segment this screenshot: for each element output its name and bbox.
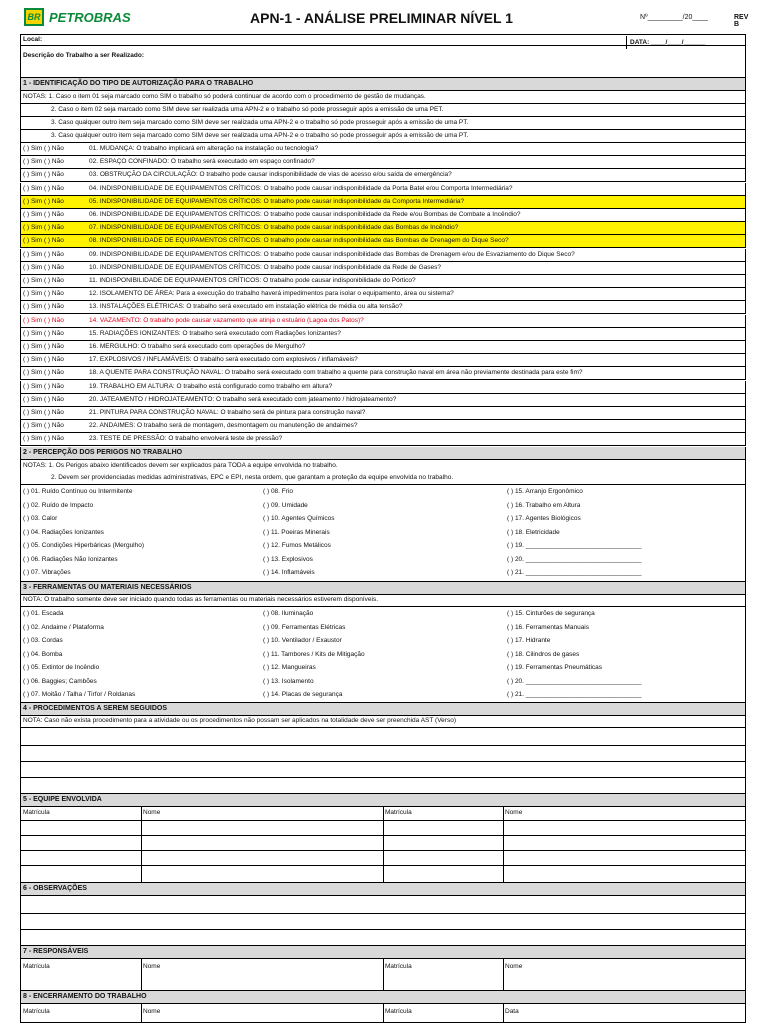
sim-nao-checkbox[interactable]: ( ) Sim ( ) Não	[23, 409, 64, 416]
authorization-item-text: 23. TESTE DE PRESSÃO: O trabalho envolverá teste de pressão?	[89, 435, 283, 443]
hazard-checkbox-item[interactable]: ( ) 16. Trabalho em Altura	[507, 501, 581, 509]
hazard-checkbox-item[interactable]: ( ) 12. Fumos Metálicos	[263, 542, 331, 549]
authorization-item-text: 02. ESPAÇO CONFINADO: O trabalho será executado em espaço confinado?	[89, 158, 315, 166]
authorization-item-19[interactable]	[20, 381, 746, 394]
sim-nao-checkbox[interactable]: ( ) Sim ( ) Não	[23, 250, 64, 258]
authorization-item-12[interactable]	[20, 288, 746, 301]
authorization-item-text: 17. EXPLOSIVOS / INFLAMÁVEIS: O trabalho será executado com explosivos / inflamáveis?	[89, 356, 358, 364]
date-field[interactable]: DATA: ____/____/______	[630, 39, 706, 46]
sim-nao-checkbox[interactable]: ( ) Sim ( ) Não	[23, 224, 64, 232]
observations-line-3[interactable]	[20, 930, 746, 946]
hazard-checkbox-item[interactable]: ( ) 03. Calor	[23, 515, 58, 522]
br-logo-icon: BR	[24, 8, 44, 26]
hazard-checkbox-item[interactable]: ( ) 09. Umidade	[263, 501, 308, 509]
authorization-item-15[interactable]	[20, 328, 746, 341]
tool-checkbox-item[interactable]: ( ) 05. Extintor de Incêndio	[23, 664, 100, 671]
authorization-item-3[interactable]	[20, 169, 746, 182]
descricao-row	[20, 46, 746, 78]
resp-header-matricula-2: Matrícula	[385, 963, 412, 970]
procedure-line-1[interactable]	[20, 728, 746, 746]
section-1-note-1: NOTAS: 1. Caso o item 01 seja marcado como SIM o trabalho só poderá continuar de acordo com o procedimento de gestão de mudanças.	[20, 91, 746, 104]
authorization-item-text: 18. A QUENTE PARA CONSTRUÇÃO NAVAL: O trabalho será executado com trabalho a quente para construção naval em área não previamente destinada para este fim?	[89, 369, 583, 377]
tool-checkbox-item[interactable]: ( ) 17. Hidrante	[507, 637, 551, 644]
authorization-item-10[interactable]	[20, 262, 746, 275]
sim-nao-checkbox[interactable]: ( ) Sim ( ) Não	[23, 369, 64, 377]
sim-nao-checkbox[interactable]: ( ) Sim ( ) Não	[23, 303, 64, 311]
section-1-note-2: 2. Caso o item 02 seja marcado como SIM deve ser realizada uma APN-2 e o trabalho só pode prosseguir após a emissão de uma PET.	[20, 104, 746, 117]
section-3-note-row	[20, 595, 746, 607]
logo-text: PETROBRAS	[49, 9, 131, 25]
authorization-item-text: 13. INSTALAÇÕES ELÉTRICAS: O trabalho será executado em instalação elétrica de média ou alta tensão?	[89, 303, 403, 311]
section-8-title: 8 - ENCERRAMENTO DO TRABALHO	[20, 991, 746, 1004]
tool-checkbox-item[interactable]: ( ) 07. Moitão / Talha / Tirfor / Roldanas	[23, 691, 136, 698]
authorization-item-text: 01. MUDANÇA: O trabalho implicará em alteração na instalação ou tecnologia?	[89, 145, 319, 152]
section-4-title: 4 - PROCEDIMENTOS A SEREM SEGUIDOS	[20, 703, 746, 716]
sim-nao-checkbox[interactable]: ( ) Sim ( ) Não	[23, 184, 64, 192]
sim-nao-checkbox[interactable]: ( ) Sim ( ) Não	[23, 395, 64, 403]
procedure-line-2[interactable]	[20, 746, 746, 762]
authorization-item-17[interactable]	[20, 354, 746, 367]
tool-checkbox-item[interactable]: ( ) 12. Mangueiras	[263, 664, 316, 671]
form-header	[20, 6, 749, 34]
authorization-item-5[interactable]	[20, 196, 746, 209]
section-2-title: 2 - PERCEPÇÃO DOS PERIGOS NO TRABALHO	[20, 447, 746, 460]
section-6-title: 6 - OBSERVAÇÕES	[20, 883, 746, 896]
tool-checkbox-item[interactable]: ( ) 09. Ferramentas Elétricas	[263, 623, 346, 631]
authorization-item-1[interactable]	[20, 143, 746, 156]
section-1-title: 1 - IDENTIFICAÇÃO DO TIPO DE AUTORIZAÇÃO PARA O TRABALHO	[20, 78, 746, 91]
form-revision: REV B	[734, 14, 749, 28]
sim-nao-checkbox[interactable]: ( ) Sim ( ) Não	[23, 158, 64, 166]
authorization-item-14[interactable]	[20, 315, 746, 328]
descricao-field[interactable]: Descrição do Trabalho a ser Realizado:	[23, 52, 145, 59]
authorization-item-text: 09. INDISPONIBILIDADE DE EQUIPAMENTOS CRÍTICOS: O trabalho pode causar indisponibilidade das Bombas de Drenagem e/ou de Esvaziamento do Dique Seco?	[89, 250, 575, 258]
hazard-checkbox-item[interactable]: ( ) 18. Eletricidade	[507, 528, 560, 536]
authorization-item-text: 21. PINTURA PARA CONSTRUÇÃO NAVAL: O trabalho será de pintura para construção naval?	[89, 409, 366, 416]
section-4-note-row	[20, 716, 746, 728]
team-table	[20, 807, 746, 883]
authorization-item-text: 12. ISOLAMENTO DE ÁREA: Para a execução do trabalho haverá impedimentos para isolar o equipamento, área ou sistema?	[89, 290, 454, 298]
team-header-nome-2: Nome	[505, 809, 523, 816]
authorization-item-20[interactable]	[20, 394, 746, 407]
tool-checkbox-item[interactable]: ( ) 02. Andaime / Plataforma	[23, 623, 104, 631]
petrobras-logo	[24, 8, 131, 26]
authorization-item-text: 10. INDISPONIBILIDADE DE EQUIPAMENTOS CRÍTICOS: O trabalho pode causar indisponibilidade da Rede de Gases?	[89, 263, 441, 271]
tool-checkbox-item[interactable]: ( ) 20. ________________________________	[507, 677, 642, 685]
observations-line-2[interactable]	[20, 914, 746, 930]
authorization-item-11[interactable]	[20, 275, 746, 288]
authorization-item-text: 04. INDISPONIBILIDADE DE EQUIPAMENTOS CRÍTICOS: O trabalho pode causar indisponibilidade da Porta Batel e/ou Comporta Intermediária?	[89, 184, 513, 192]
tool-checkbox-item[interactable]: ( ) 03. Cordas	[23, 637, 63, 644]
hazard-checkbox-item[interactable]: ( ) 11. Poeiras Minerais	[263, 528, 330, 536]
closure-header-nome-1: Nome	[143, 1008, 161, 1015]
closure-header-matricula-2: Matrícula	[385, 1008, 412, 1015]
tool-checkbox-item[interactable]: ( ) 14. Placas de segurança	[263, 691, 343, 698]
tool-checkbox-item[interactable]: ( ) 06. Baggies; Cambões	[23, 677, 97, 685]
tool-checkbox-item[interactable]: ( ) 15. Cinturões de segurança	[507, 610, 595, 617]
tool-checkbox-item[interactable]: ( ) 08. Iluminação	[263, 610, 314, 617]
authorization-item-23[interactable]	[20, 433, 746, 446]
hazard-checkbox-item[interactable]: ( ) 21. ________________________________	[507, 569, 642, 576]
tool-checkbox-item[interactable]: ( ) 01. Escada	[23, 610, 64, 617]
observations-line-1[interactable]	[20, 896, 746, 914]
tool-checkbox-item[interactable]: ( ) 18. Cilindros de gases	[507, 650, 580, 658]
authorization-item-text: 11. INDISPONIBILIDADE DE EQUIPAMENTOS CRÍTICOS: O trabalho pode causar indisponibilidade do Pórtico?	[89, 277, 416, 284]
team-header-matricula-1: Matrícula	[23, 809, 50, 816]
section-3-title: 3 - FERRAMENTAS OU MATERIAIS NECESSÁRIOS	[20, 582, 746, 595]
section-3-note: NOTA: O trabalho somente deve ser iniciado quando todas as ferramentas ou materiais necessários estiverem disponíveis.	[23, 596, 379, 603]
section-2-note-2: 2. Devem ser providenciadas medidas administrativas, EPC e EPI, nesta ordem, que garantam a proteção da equipe envolvida no trabalho.	[51, 474, 454, 481]
sim-nao-checkbox[interactable]: ( ) Sim ( ) Não	[23, 316, 64, 324]
resp-header-nome-2: Nome	[505, 963, 523, 970]
team-header-matricula-2: Matrícula	[385, 809, 412, 816]
hazard-checkbox-item[interactable]: ( ) 05. Condições Hiperbáricas (Mergulho)	[23, 542, 145, 549]
sim-nao-checkbox[interactable]: ( ) Sim ( ) Não	[23, 329, 64, 337]
tool-checkbox-item[interactable]: ( ) 13. Isolamento	[263, 677, 314, 685]
section-2-note-1: NOTAS: 1. Os Perigos abaixo identificados devem ser explicados para TODA a equipe envolvida no trabalho.	[23, 462, 338, 469]
authorization-item-text: 22. ANDAIMES: O trabalho será de montagem, desmontagem ou manutenção de andaimes?	[89, 422, 358, 430]
sim-nao-checkbox[interactable]: ( ) Sim ( ) Não	[23, 171, 64, 179]
authorization-item-22[interactable]	[20, 420, 746, 433]
authorization-item-8[interactable]	[20, 235, 746, 248]
hazard-checkbox-item[interactable]: ( ) 17. Agentes Biológicos	[507, 515, 581, 522]
authorization-item-text: 20. JATEAMENTO / HIDROJATEAMENTO: O trabalho será executado com jateamento / hidrojateamento?	[89, 395, 397, 403]
section-1-note-3: 3. Caso qualquer outro item seja marcado como SIM deve ser realizada uma APN-2 e o trabalho só pode prosseguir após a emissão de uma PT.	[20, 117, 746, 130]
tool-checkbox-item[interactable]: ( ) 11. Tambores / Kits de Mitigação	[263, 650, 365, 658]
hazard-checkbox-item[interactable]: ( ) 02. Ruído de Impacto	[23, 501, 94, 509]
sim-nao-checkbox[interactable]: ( ) Sim ( ) Não	[23, 382, 64, 390]
sim-nao-checkbox[interactable]: ( ) Sim ( ) Não	[23, 211, 64, 218]
sim-nao-checkbox[interactable]: ( ) Sim ( ) Não	[23, 145, 64, 152]
authorization-item-2[interactable]	[20, 156, 746, 169]
closure-table	[20, 1004, 746, 1023]
procedure-line-3[interactable]	[20, 762, 746, 778]
authorization-item-text: 08. INDISPONIBILIDADE DE EQUIPAMENTOS CRÍTICOS: O trabalho pode causar indisponibilidade das Bombas de Drenagem do Dique Seco?	[89, 237, 509, 245]
hazards-grid	[20, 485, 746, 582]
sim-nao-checkbox[interactable]: ( ) Sim ( ) Não	[23, 435, 64, 443]
responsibles-table	[20, 959, 746, 991]
hazard-checkbox-item[interactable]: ( ) 08. Frio	[263, 488, 293, 495]
closure-header-data: Data	[505, 1008, 519, 1015]
authorization-item-text: 03. OBSTRUÇÃO DA CIRCULAÇÃO: O trabalho pode causar indisponibilidade de vias de acesso e/ou saída de emergência?	[89, 171, 452, 179]
sim-nao-checkbox[interactable]: ( ) Sim ( ) Não	[23, 277, 64, 284]
team-header-nome-1: Nome	[143, 809, 161, 816]
authorization-item-text: 14. VAZAMENTO: O trabalho pode causar vazamento que atinja o estuário (Lagoa dos Patos)?	[89, 316, 364, 324]
authorization-item-text: 16. MERGULHO: O trabalho será executado com operações de Mergulho?	[89, 343, 306, 350]
tool-checkbox-item[interactable]: ( ) 04. Bomba	[23, 650, 63, 658]
authorization-item-16[interactable]	[20, 341, 746, 354]
authorization-item-text: 07. INDISPONIBILIDADE DE EQUIPAMENTOS CRÍTICOS: O trabalho pode causar indisponibilidade das Bombas de Incêndio?	[89, 224, 459, 232]
authorization-item-text: 15. RADIAÇÕES IONIZANTES: O trabalho será executado com Radiações Ionizantes?	[89, 329, 341, 337]
hazard-checkbox-item[interactable]: ( ) 15. Arranjo Ergonômico	[507, 488, 583, 495]
hazard-checkbox-item[interactable]: ( ) 20. ________________________________	[507, 555, 642, 563]
sim-nao-checkbox[interactable]: ( ) Sim ( ) Não	[23, 263, 64, 271]
form-number[interactable]: Nº_________/20____	[640, 14, 708, 21]
authorization-item-18[interactable]	[20, 367, 746, 380]
hazard-checkbox-item[interactable]: ( ) 06. Radiações Não Ionizantes	[23, 555, 118, 563]
authorization-item-13[interactable]	[20, 301, 746, 314]
hazard-checkbox-item[interactable]: ( ) 19. ________________________________	[507, 542, 642, 549]
authorization-item-text: 19. TRABALHO EM ALTURA: O trabalho está configurado como trabalho em altura?	[89, 382, 333, 390]
section-4-note: NOTA: Caso não exista procedimento para a atividade ou os procedimentos não possam ser aplicados na totalidade deve ser preenchida AST (Verso)	[23, 717, 456, 724]
tool-checkbox-item[interactable]: ( ) 16. Ferramentas Manuais	[507, 623, 590, 631]
sim-nao-checkbox[interactable]: ( ) Sim ( ) Não	[23, 343, 64, 350]
sim-nao-checkbox[interactable]: ( ) Sim ( ) Não	[23, 237, 64, 245]
sim-nao-checkbox[interactable]: ( ) Sim ( ) Não	[23, 356, 64, 364]
tools-grid	[20, 607, 746, 703]
authorization-item-text: 06. INDISPONIBILIDADE DE EQUIPAMENTOS CRÍTICOS: O trabalho pode causar indisponibilidade da Rede e/ou Bombas de Combate a Incêndio?	[89, 211, 521, 218]
resp-header-matricula-1: Matrícula	[23, 963, 50, 970]
authorization-item-4[interactable]	[20, 183, 746, 196]
authorization-item-21[interactable]	[20, 407, 746, 420]
resp-header-nome-1: Nome	[143, 963, 161, 970]
authorization-item-text: 05. INDISPONIBILIDADE DE EQUIPAMENTOS CRÍTICOS: O trabalho pode causar indisponibilidade da Comporta Intermediária?	[89, 197, 465, 205]
section-1-note-4: 3. Caso qualquer outro item seja marcado como SIM deve ser realizada uma APN-2 e o trabalho só pode prosseguir após a emissão de uma PT.	[20, 130, 746, 143]
sim-nao-checkbox[interactable]: ( ) Sim ( ) Não	[23, 197, 64, 205]
section-5-title: 5 - EQUIPE ENVOLVIDA	[20, 794, 746, 807]
procedure-line-4[interactable]	[20, 778, 746, 794]
tool-checkbox-item[interactable]: ( ) 19. Ferramentas Pneumáticas	[507, 664, 603, 671]
section-7-title: 7 - RESPONSÁVEIS	[20, 946, 746, 959]
local-field[interactable]: Local:	[23, 36, 43, 43]
sim-nao-checkbox[interactable]: ( ) Sim ( ) Não	[23, 290, 64, 298]
authorization-item-9[interactable]	[20, 249, 746, 262]
tool-checkbox-item[interactable]: ( ) 21. ________________________________	[507, 691, 642, 698]
hazard-checkbox-item[interactable]: ( ) 01. Ruído Contínuo ou Intermitente	[23, 488, 133, 495]
hazard-checkbox-item[interactable]: ( ) 14. Inflamáveis	[263, 569, 315, 576]
hazard-checkbox-item[interactable]: ( ) 07. Vibrações	[23, 569, 71, 576]
sim-nao-checkbox[interactable]: ( ) Sim ( ) Não	[23, 422, 64, 430]
tool-checkbox-item[interactable]: ( ) 10. Ventilador / Exaustor	[263, 637, 342, 644]
hazard-checkbox-item[interactable]: ( ) 10. Agentes Químicos	[263, 515, 335, 522]
authorization-item-7[interactable]	[20, 222, 746, 235]
hazard-checkbox-item[interactable]: ( ) 04. Radiações Ionizantes	[23, 528, 104, 536]
form-title: APN-1 - ANÁLISE PRELIMINAR NÍVEL 1	[250, 10, 513, 26]
closure-header-matricula-1: Matrícula	[23, 1008, 50, 1015]
hazard-checkbox-item[interactable]: ( ) 13. Explosivos	[263, 555, 313, 563]
authorization-item-6[interactable]	[20, 209, 746, 222]
section-2-notes	[20, 460, 746, 485]
